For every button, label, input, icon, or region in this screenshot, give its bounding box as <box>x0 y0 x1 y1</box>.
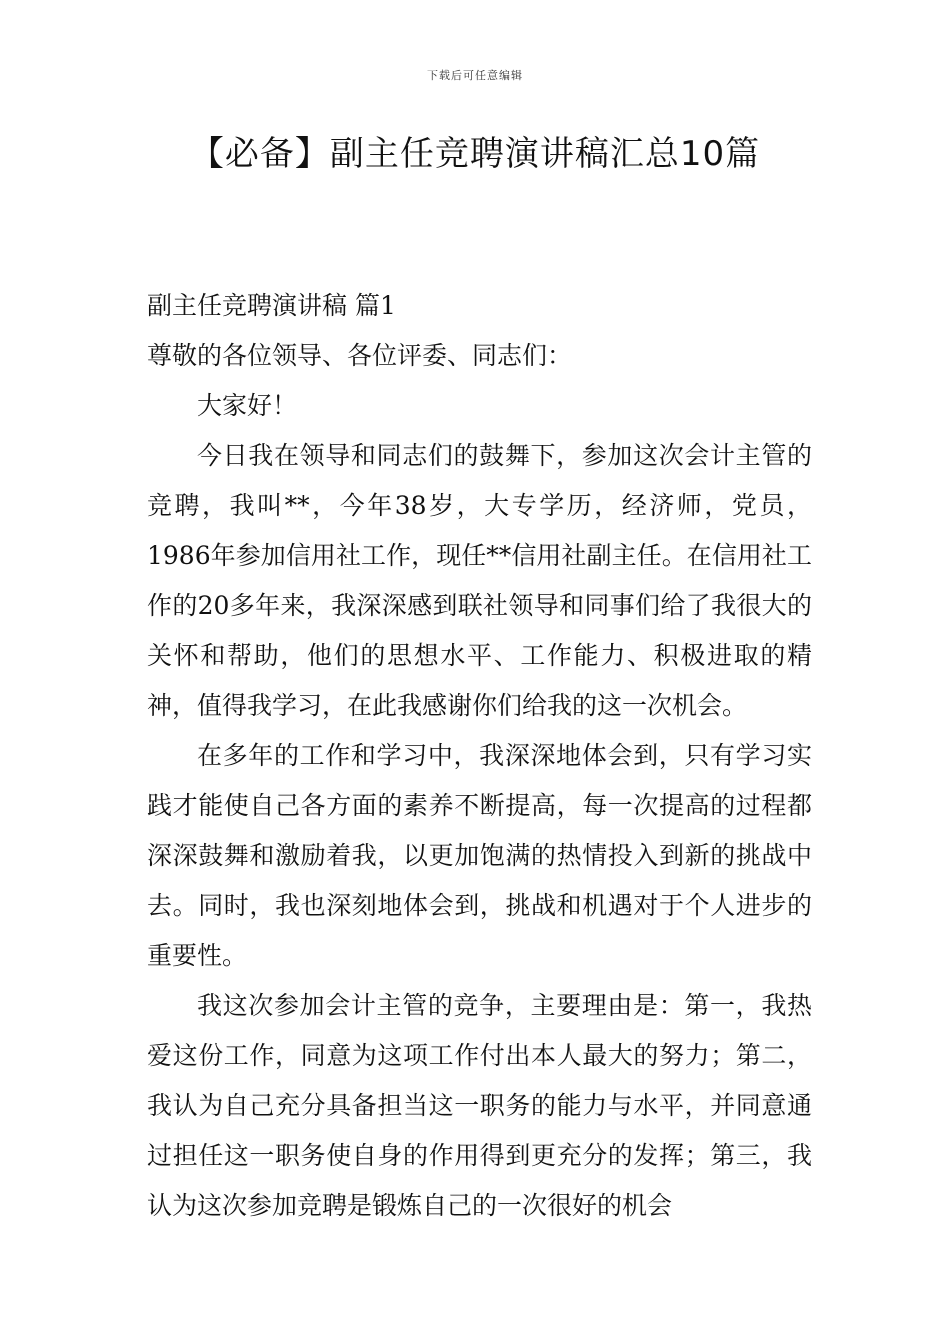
document-body <box>147 281 812 1231</box>
paragraph-2: 在多年的工作和学习中，我深深地体会到，只有学习实践才能使自己各方面的素养不断提高，每一次提高的过程都深深鼓舞和激励着我，以更加饱满的热情投入到新的挑战中去。同时，我也深刻地体会到，挑战和机遇对于个人进步的重要性。 <box>147 741 812 970</box>
paragraph-1: 今日我在领导和同志们的鼓舞下，参加这次会计主管的竞聘，我叫**，今年38岁，大专学历，经济师，党员，1986年参加信用社工作，现任**信用社副主任。在信用社工作的20多年来，我深深感到联社领导和同事们给了我很大的关怀和帮助，他们的思想水平、工作能力、积极进取的精神，值得我学习，在此我感谢你们给我的这一次机会。 <box>147 441 812 720</box>
paragraph-3: 我这次参加会计主管的竞争，主要理由是：第一，我热爱这份工作，同意为这项工作付出本人最大的努力；第二，我认为自己充分具备担当这一职务的能力与水平，并同意通过担任这一职务使自身的作用得到更充分的发挥；第三，我认为这次参加竞聘是锻炼自己的一次很好的机会 <box>147 991 812 1220</box>
section-heading: 副主任竞聘演讲稿 篇1 <box>147 291 396 320</box>
salutation: 尊敬的各位领导、各位评委、同志们： <box>147 341 573 370</box>
document-title: 【必备】副主任竞聘演讲稿汇总10篇 <box>189 134 761 174</box>
header-note: 下载后可任意编辑 <box>427 69 523 82</box>
greeting: 大家好！ <box>197 391 298 420</box>
